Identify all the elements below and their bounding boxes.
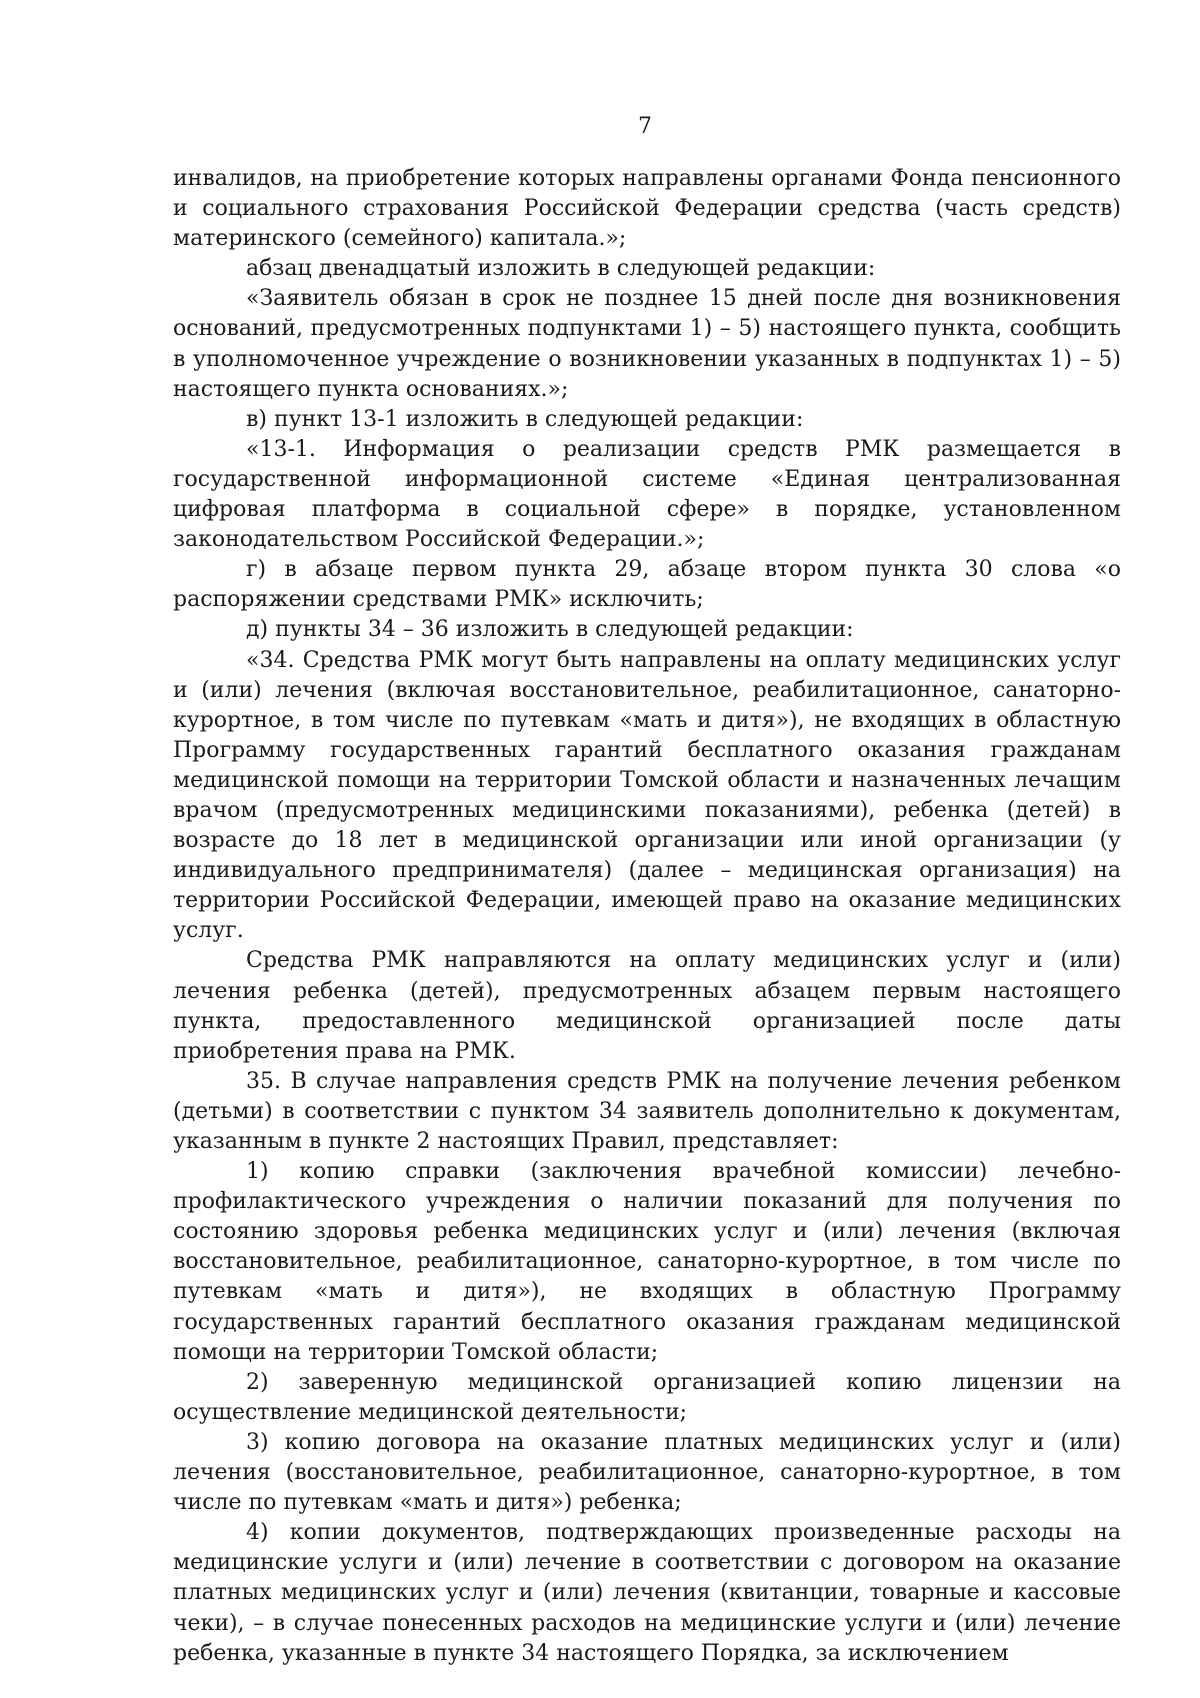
paragraph: «Заявитель обязан в срок не позднее 15 дней после дня возникновения оснований, предусмотренных подпунктами 1) – 5) настоящего пункта, сообщить в уполномоченное учреждение о возникновении указанных в подпунктах 1) – 5) настоящего пункта основаниях.»; <box>173 286 1121 402</box>
paragraph: г) в абзаце первом пункта 29, абзаце втором пункта 30 слова «о распоряжении средствами РМК» исключить; <box>173 557 1121 613</box>
paragraph: 35. В случае направления средств РМК на получение лечения ребенком (детьми) в соответствии с пунктом 34 заявитель дополнительно к документам, указанным в пункте 2 настоящих Правил, представляет: <box>173 1068 1121 1154</box>
page-number: 7 <box>638 114 652 139</box>
paragraph: «13-1. Информация о реализации средств РМК размещается в государственной информационной системе «Единая централизованная цифровая платформа в социальной сфере» в порядке, установленном законодательством Российской Федерации.»; <box>173 436 1121 553</box>
paragraph: в) пункт 13-1 изложить в следующей редакции: <box>246 406 804 432</box>
paragraph: 3) копию договора на оказание платных медицинских услуг и (или) лечения (восстановительное, реабилитационное, санаторно-курортное, в том числе по путевкам «мать и дитя») ребенка; <box>173 1429 1121 1516</box>
paragraph: д) пункты 34 – 36 изложить в следующей редакции: <box>246 617 854 643</box>
paragraph: Средства РМК направляются на оплату медицинских услуг и (или) лечения ребенка (детей), предусмотренных абзацем первым настоящего пункта, предоставленного медицинской организацией после даты приобретения права на РМК. <box>173 948 1121 1064</box>
paragraph: «34. Средства РМК могут быть направлены на оплату медицинских услуг и (или) лечения (включая восстановительное, реабилитационное, санаторно-курортное, в том числе по путевкам «мать и дитя»), не входящих в областную Программу государственных гарантий бесплатного оказания гражданам медицинской помощи на территории Томской области и назначенных лечащим врачом (предусмотренных медицинскими показаниями), ребенка (детей) в возрасте до 18 лет в медицинской организации или иной организации (у индивидуального предпринимателя) (далее – медицинская организация) на территории Российской Федерации, имеющей право на оказание медицинских услуг. <box>173 647 1121 944</box>
paragraph: 1) копию справки (заключения врачебной комиссии) лечебно-профилактического учреждения о наличии показаний для получения по состоянию здоровья ребенка медицинских услуг и (или) лечения (включая восстановительное, реабилитационное, санаторно-курортное, в том числе по путевкам «мать и дитя»), не входящих в областную Программу государственных гарантий бесплатного оказания гражданам медицинской помощи на территории Томской области; <box>173 1159 1121 1365</box>
paragraph: абзац двенадцатый изложить в следующей редакции: <box>246 256 876 282</box>
paragraph: 2) заверенную медицинской организацией копию лицензии на осуществление медицинской деятельности; <box>173 1369 1121 1425</box>
paragraph: 4) копии документов, подтверждающих произведенные расходы на медицинские услуги и (или) лечение в соответствии с договором на оказание платных медицинских услуг и (или) лечения (квитанции, товарные и кассовые чеки), – в случае понесенных расходов на медицинские услуги и (или) лечение ребенка, указанные в пункте 34 настоящего Порядка, за исключением <box>173 1520 1121 1666</box>
paragraph: инвалидов, на приобретение которых направлены органами Фонда пенсионного и социального страхования Российской Федерации средства (часть средств) материнского (семейного) капитала.»; <box>173 166 1121 252</box>
document-body <box>173 164 1121 1669</box>
